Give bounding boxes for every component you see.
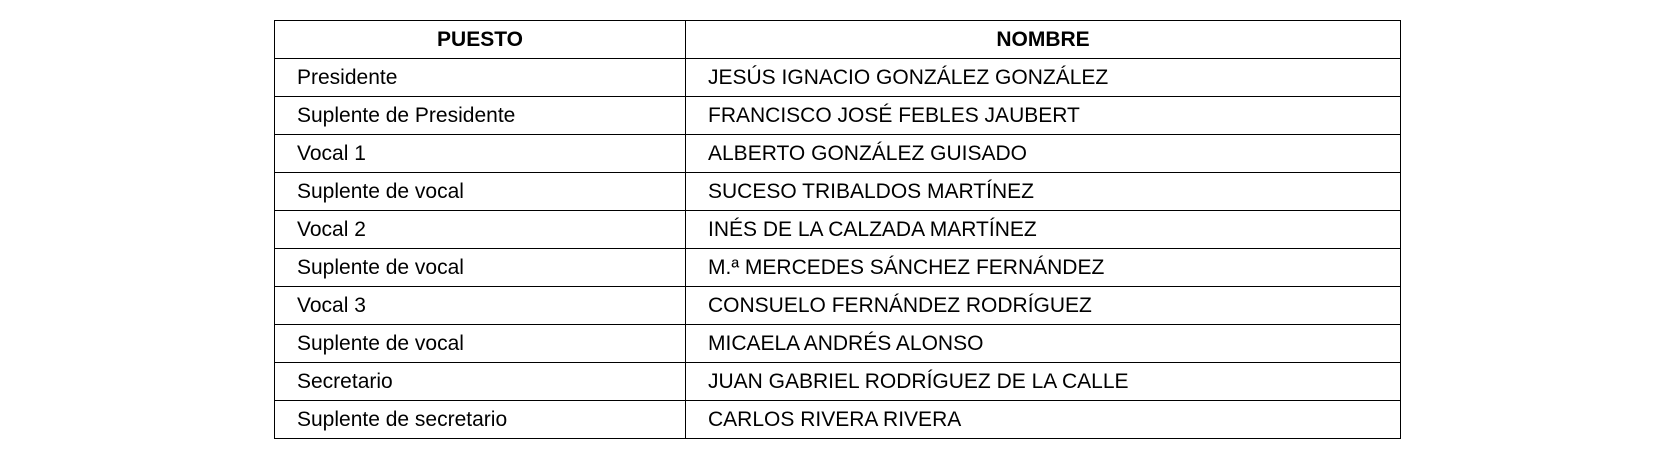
column-header-puesto: PUESTO <box>275 21 686 59</box>
table-row <box>275 325 1401 363</box>
puesto-cell: Suplente de vocal <box>275 173 686 211</box>
table-row <box>275 135 1401 173</box>
nombre-cell: JUAN GABRIEL RODRÍGUEZ DE LA CALLE <box>686 363 1401 401</box>
table-row <box>275 401 1401 439</box>
header-row <box>275 21 1401 59</box>
table-row <box>275 59 1401 97</box>
puesto-cell: Secretario <box>275 363 686 401</box>
nombre-cell: FRANCISCO JOSÉ FEBLES JAUBERT <box>686 97 1401 135</box>
puesto-cell: Suplente de secretario <box>275 401 686 439</box>
nombre-cell: CONSUELO FERNÁNDEZ RODRÍGUEZ <box>686 287 1401 325</box>
table-row <box>275 211 1401 249</box>
nombre-cell: JESÚS IGNACIO GONZÁLEZ GONZÁLEZ <box>686 59 1401 97</box>
nombre-cell: M.ª MERCEDES SÁNCHEZ FERNÁNDEZ <box>686 249 1401 287</box>
table-row <box>275 97 1401 135</box>
table-row <box>275 173 1401 211</box>
nombre-cell: ALBERTO GONZÁLEZ GUISADO <box>686 135 1401 173</box>
puesto-cell: Presidente <box>275 59 686 97</box>
nombre-cell: CARLOS RIVERA RIVERA <box>686 401 1401 439</box>
puesto-cell: Vocal 2 <box>275 211 686 249</box>
tribunal-table <box>274 20 1401 439</box>
nombre-cell: MICAELA ANDRÉS ALONSO <box>686 325 1401 363</box>
column-header-nombre: NOMBRE <box>686 21 1401 59</box>
puesto-cell: Suplente de Presidente <box>275 97 686 135</box>
nombre-cell: SUCESO TRIBALDOS MARTÍNEZ <box>686 173 1401 211</box>
table-row <box>275 249 1401 287</box>
table-row <box>275 363 1401 401</box>
puesto-cell: Suplente de vocal <box>275 325 686 363</box>
puesto-cell: Vocal 3 <box>275 287 686 325</box>
nombre-cell: INÉS DE LA CALZADA MARTÍNEZ <box>686 211 1401 249</box>
table-body <box>275 59 1401 439</box>
puesto-cell: Suplente de vocal <box>275 249 686 287</box>
puesto-cell: Vocal 1 <box>275 135 686 173</box>
table-row <box>275 287 1401 325</box>
table-header <box>275 21 1401 59</box>
